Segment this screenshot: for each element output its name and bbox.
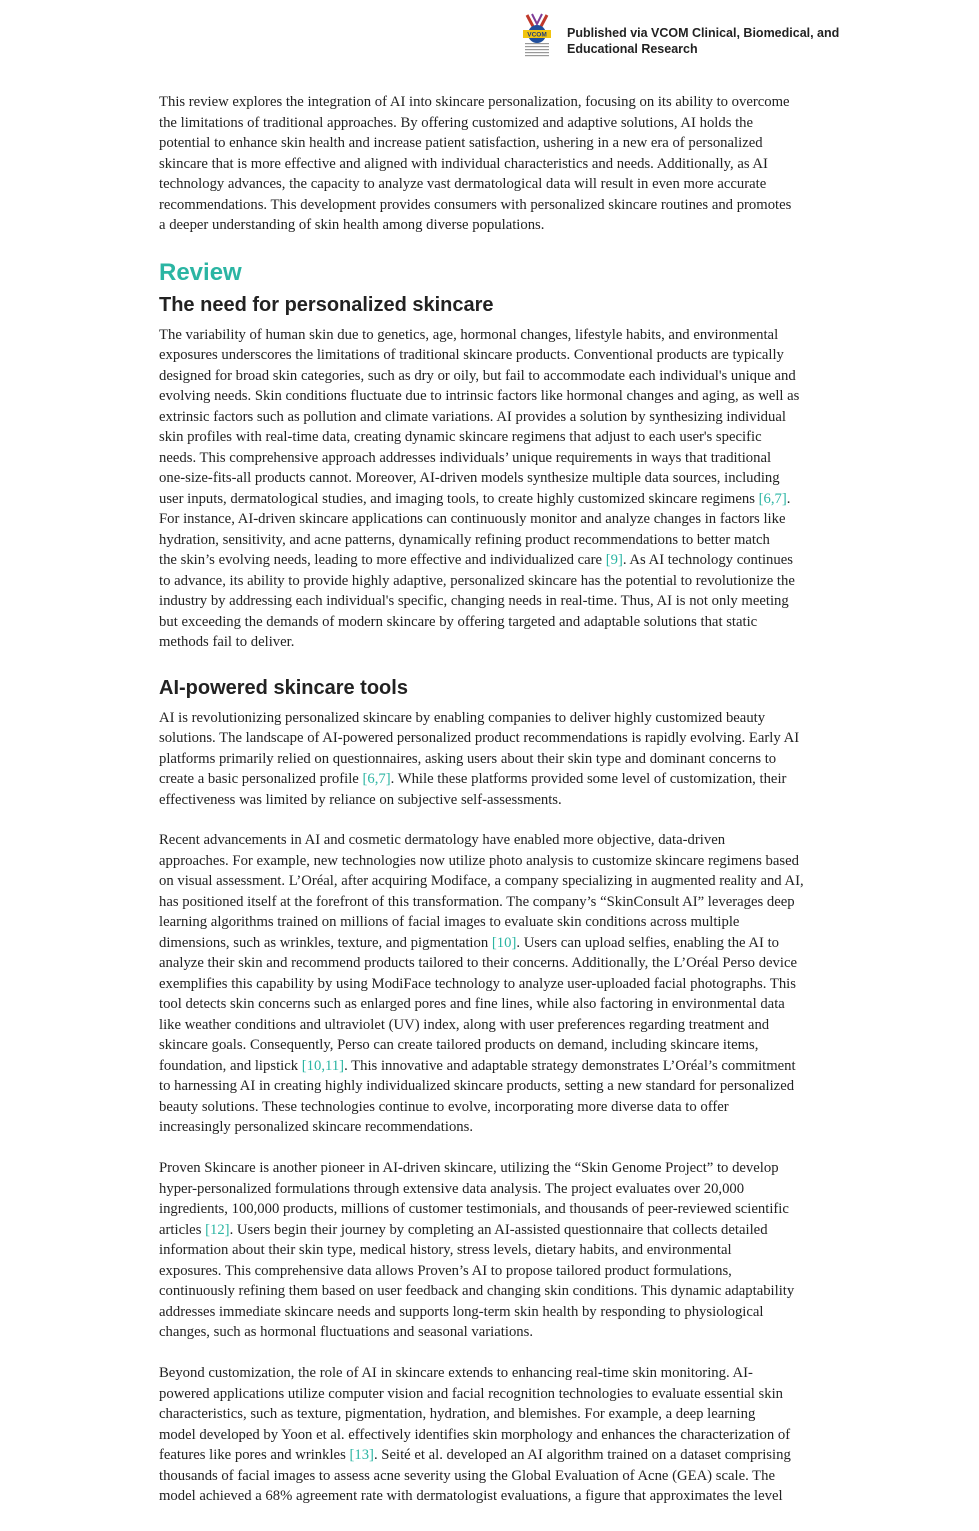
text-line: needs. This comprehensive approach addresses individuals’ unique requirements in ways that traditional <box>159 449 772 466</box>
text-line: to advance, its ability to provide highly adaptive, personalized skincare has the potential to revolutionize the <box>159 572 795 589</box>
text-line: articles <box>159 1221 206 1238</box>
text-line: dimensions, such as wrinkles, texture, and pigmentation <box>159 934 492 951</box>
text-fragment: . While these platforms provided some level of customization, their <box>390 771 787 787</box>
text-line: Proven Skincare is another pioneer in AI-driven skincare, utilizing the “Skin Genome Project” to develop <box>159 1160 779 1177</box>
text-line: learning algorithms trained on millions of facial images to evaluate skin conditions across multiple <box>159 914 740 931</box>
text-line: features like pores and wrinkles <box>159 1447 350 1464</box>
citation-link[interactable]: [12] <box>205 1221 230 1238</box>
section-heading-review: Review <box>159 258 242 286</box>
citation-link[interactable]: [9] <box>605 552 623 568</box>
text-fragment: . Users can upload selfies, enabling the AI to <box>516 934 780 951</box>
text-line: industry by addressing each individual's specific, changing needs in real-time. Thus, AI is not only meeting <box>159 593 789 609</box>
text-fragment: . Users begin their journey by completing an AI-assisted questionnaire that collects detailed <box>229 1221 768 1238</box>
article-body <box>159 92 859 1507</box>
text-line: beauty solutions. These technologies continue to evolve, incorporating more diverse data to offer <box>159 1098 729 1115</box>
text-line: on visual assessment. L’Oréal, after acquiring Modiface, a company specializing in augmented reality and AI, <box>159 873 804 890</box>
text-line: the skin’s evolving needs, leading to more effective and individualized care <box>159 552 606 568</box>
text-line: hydration, sensitivity, and acne patterns, dynamically refining product recommendations to better match <box>159 531 770 548</box>
subsection-heading-ai-tools: AI-powered skincare tools <box>159 676 408 699</box>
text-line: exposures. This comprehensive data allows Proven’s AI to propose tailored product formulations, <box>159 1262 732 1279</box>
paragraph-ai-tools-2 <box>159 830 859 1138</box>
citation-link[interactable]: [10,11] <box>301 1057 345 1074</box>
text-line: thousands of facial images to assess acne severity using the Global Evaluation of Acne (GEA) scale. The <box>159 1467 776 1484</box>
journal-header <box>520 12 960 64</box>
publisher-line: Published via VCOM Clinical, Biomedical, and <box>567 26 840 40</box>
text-line: exposures underscores the limitations of traditional skincare products. Conventional products are typically <box>159 347 784 363</box>
text-line: exemplifies this capability by using ModiFace technology to analyze user-uploaded facial photographs. This <box>159 975 796 992</box>
text-line: AI is revolutionizing personalized skincare by enabling companies to deliver highly customized beauty <box>159 709 766 726</box>
text-line: The variability of human skin due to genetics, age, hormonal changes, lifestyle habits, and environmental <box>159 326 779 343</box>
text-line: designed for broad skin categories, such as dry or oily, but fail to accommodate each individual's unique and <box>159 367 796 384</box>
text-line: potential to enhance skin health and increase patient satisfaction, ushering in a new era of personalized <box>159 135 763 151</box>
publisher-line: Educational Research <box>567 42 698 56</box>
text-line: characteristics, such as texture, pigmentation, hydration, and blemishes. For example, a deep learning <box>159 1406 756 1423</box>
text-fragment: . This innovative and adaptable strategy demonstrates L’Oréal’s commitment <box>344 1057 796 1074</box>
text-line: addresses immediate skincare needs and supports long-term skin health by responding to physiological <box>159 1303 764 1320</box>
text-line: continuously refining them based on user feedback and changing skin conditions. This dynamic adaptability <box>159 1283 795 1300</box>
citation-link[interactable]: [6,7] <box>362 771 391 787</box>
paragraph-ai-tools-4 <box>159 1363 859 1507</box>
text-fragment: . As AI technology continues <box>622 552 793 568</box>
text-line: Beyond customization, the role of AI in skincare extends to enhancing real-time skin monitoring. AI- <box>159 1365 753 1382</box>
text-line: has positioned itself at the forefront of this transformation. The company’s “SkinConsult AI” leverages deep <box>159 893 795 910</box>
text-line: For instance, AI-driven skincare applications can continuously monitor and analyze changes in factors like <box>159 511 786 527</box>
text-line: tool detects skin concerns such as enlarged pores and fine lines, while also factoring in environmental data <box>159 996 785 1013</box>
text-line: Recent advancements in AI and cosmetic dermatology have enabled more objective, data-driven <box>159 832 726 849</box>
citation-link[interactable]: [10] <box>491 934 517 951</box>
text-line: skincare that is more effective and aligned with individual characteristics and needs. Additionally, as AI <box>159 155 768 172</box>
text-line: ingredients, 100,000 products, millions of customer testimonials, and thousands of peer-reviewed scientific <box>159 1201 789 1218</box>
text-line: recommendations. This development provides consumers with personalized skincare routines and promotes <box>159 196 792 213</box>
citation-link[interactable]: [6,7] <box>758 490 787 507</box>
text-line: foundation, and lipstick <box>159 1057 302 1074</box>
publisher-credit <box>567 25 839 57</box>
text-line: changes, such as hormonal fluctuations and seasonal variations. <box>159 1324 534 1341</box>
paragraph-ai-tools-3 <box>159 1158 859 1343</box>
text-line: information about their skin type, medical history, stress levels, dietary habits, and environmental <box>159 1242 732 1259</box>
text-line: skin profiles with real-time data, creating dynamic skincare regimens that adjust to each user's specific <box>159 429 762 445</box>
citation-link[interactable]: [13] <box>349 1447 374 1464</box>
subsection-heading-personalized-need: The need for personalized skincare <box>159 293 494 316</box>
text-line: one-size-fits-all products cannot. Moreover, AI-driven models synthesize multiple data sources, including <box>159 470 780 486</box>
paragraph-ai-tools-1 <box>159 708 859 811</box>
text-line: model achieved a 68% agreement rate with dermatologist evaluations, a figure that approximates the level <box>159 1488 783 1505</box>
text-line: methods fail to deliver. <box>159 634 295 650</box>
text-line: the limitations of traditional approaches. By offering customized and adaptive solutions, AI holds the <box>159 114 754 131</box>
text-fragment: . <box>786 490 791 507</box>
text-line: to harnessing AI in creating highly individualized skincare products, setting a new standard for personalized <box>159 1078 795 1095</box>
text-line: analyze their skin and recommend products tailored to their concerns. Additionally, the L’Oréal Perso device <box>159 955 798 972</box>
text-line: model developed by Yoon et al. effectively identifies skin morphology and enhances the characterization of <box>159 1426 791 1443</box>
text-line: technology advances, the capacity to analyze vast dermatological data will result in even more accurate <box>159 176 767 192</box>
text-line: user inputs, dermatological studies, and imaging tools, to create highly customized skincare regimens <box>159 490 759 507</box>
text-line: platforms primarily relied on questionnaires, asking users about their skin type and dominant concerns to <box>159 750 777 767</box>
text-line: a deeper understanding of skin health among diverse populations. <box>159 217 545 233</box>
text-line: This review explores the integration of AI into skincare personalization, focusing on its ability to overcome <box>159 94 790 110</box>
logo-text: VCOM <box>527 31 547 39</box>
intro-paragraph <box>159 92 859 236</box>
text-line: but exceeding the demands of modern skincare by offering targeted and adaptable solutions that static <box>159 613 758 630</box>
text-line: approaches. For example, new technologies now utilize photo analysis to customize skincare regimens based <box>159 852 799 869</box>
text-fragment: . Seité et al. developed an AI algorithm trained on a dataset comprising <box>373 1447 791 1464</box>
text-line: evolving needs. Skin conditions fluctuate due to intrinsic factors like hormonal changes and aging, as well as <box>159 388 800 404</box>
text-line: solutions. The landscape of AI-powered personalized product recommendations is rapidly evolving. Early AI <box>159 730 800 746</box>
text-line: hyper-personalized formulations through extensive data analysis. The project evaluates over 20,000 <box>159 1180 745 1197</box>
vcom-logo <box>522 12 552 60</box>
text-line: skincare goals. Consequently, Perso can create tailored products on demand, including skincare items, <box>159 1037 759 1054</box>
text-line: like weather conditions and ultraviolet (UV) index, along with user preferences regarding treatment and <box>159 1016 770 1033</box>
text-line: powered applications utilize computer vision and facial recognition technologies to evaluate essential skin <box>159 1385 784 1402</box>
text-line: effectiveness was limited by reliance on subjective self-assessments. <box>159 791 562 808</box>
text-line: increasingly personalized skincare recommendations. <box>159 1119 474 1136</box>
text-line: extrinsic factors such as pollution and climate variations. AI provides a solution by synthesizing individual <box>159 408 786 425</box>
text-line: create a basic personalized profile <box>159 771 363 787</box>
paragraph-personalized-need <box>159 325 859 653</box>
